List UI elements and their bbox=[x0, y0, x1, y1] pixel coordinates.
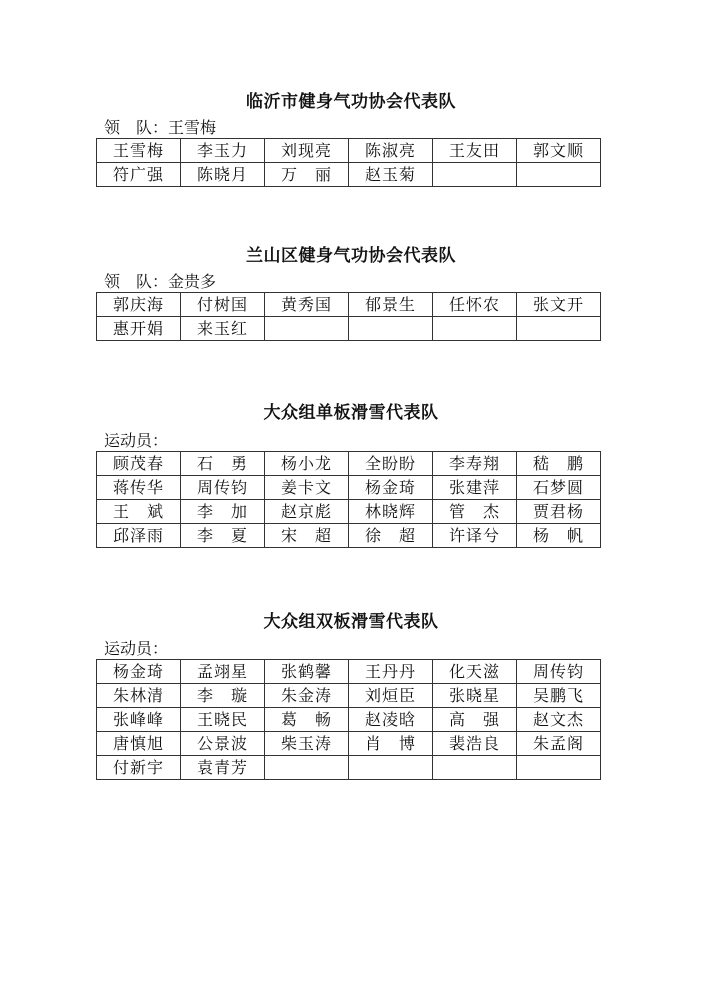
member-cell: 赵文杰 bbox=[517, 708, 601, 732]
member-table bbox=[96, 292, 601, 341]
member-cell: 徐 超 bbox=[349, 524, 433, 548]
member-cell: 陈晓月 bbox=[181, 163, 265, 187]
member-cell: 石梦圆 bbox=[517, 476, 601, 500]
leader-name: 王雪梅 bbox=[168, 118, 217, 137]
member-cell: 管 杰 bbox=[433, 500, 517, 524]
member-cell: 郭文顺 bbox=[517, 139, 601, 163]
member-cell: 姜卡文 bbox=[265, 476, 349, 500]
member-cell: 吴鹏飞 bbox=[517, 684, 601, 708]
section-title: 大众组双板滑雪代表队 bbox=[263, 612, 439, 632]
member-cell: 黄秀国 bbox=[265, 293, 349, 317]
table-row bbox=[97, 317, 601, 341]
athletes-label: 运动员： bbox=[104, 639, 169, 658]
member-cell: 顾茂春 bbox=[97, 452, 181, 476]
member-cell bbox=[433, 756, 517, 780]
member-cell: 嵇 鹏 bbox=[517, 452, 601, 476]
member-cell bbox=[517, 756, 601, 780]
member-cell: 赵凌晗 bbox=[349, 708, 433, 732]
section-title: 临沂市健身气功协会代表队 bbox=[246, 92, 456, 112]
member-cell: 朱金涛 bbox=[265, 684, 349, 708]
member-cell: 葛 畅 bbox=[265, 708, 349, 732]
member-cell bbox=[265, 317, 349, 341]
table-row bbox=[97, 708, 601, 732]
member-cell: 肖 博 bbox=[349, 732, 433, 756]
member-cell: 李 加 bbox=[181, 500, 265, 524]
member-cell: 孟翊星 bbox=[181, 660, 265, 684]
member-cell bbox=[517, 317, 601, 341]
member-cell: 公景波 bbox=[181, 732, 265, 756]
member-cell: 符广强 bbox=[97, 163, 181, 187]
table-row bbox=[97, 163, 601, 187]
member-cell: 朱林清 bbox=[97, 684, 181, 708]
member-cell: 刘烜臣 bbox=[349, 684, 433, 708]
member-cell: 王友田 bbox=[433, 139, 517, 163]
member-cell: 林晓辉 bbox=[349, 500, 433, 524]
member-table bbox=[96, 138, 601, 187]
member-cell: 周传钧 bbox=[181, 476, 265, 500]
member-cell: 赵京彪 bbox=[265, 500, 349, 524]
leader-label: 领 队： bbox=[104, 272, 169, 291]
member-cell: 赵玉菊 bbox=[349, 163, 433, 187]
team-leader-line bbox=[104, 269, 216, 292]
member-cell bbox=[349, 756, 433, 780]
member-cell: 郁景生 bbox=[349, 293, 433, 317]
member-cell: 贾君杨 bbox=[517, 500, 601, 524]
member-cell: 王雪梅 bbox=[97, 139, 181, 163]
member-cell: 张文开 bbox=[517, 293, 601, 317]
member-cell: 朱孟阁 bbox=[517, 732, 601, 756]
member-cell: 杨金琦 bbox=[349, 476, 433, 500]
table-row bbox=[97, 732, 601, 756]
table-row bbox=[97, 452, 601, 476]
member-cell bbox=[265, 756, 349, 780]
member-cell: 惠开娟 bbox=[97, 317, 181, 341]
member-cell: 化天滋 bbox=[433, 660, 517, 684]
member-cell: 王 斌 bbox=[97, 500, 181, 524]
member-cell: 付树国 bbox=[181, 293, 265, 317]
member-cell: 付新宇 bbox=[97, 756, 181, 780]
member-cell: 任怀农 bbox=[433, 293, 517, 317]
table-row bbox=[97, 500, 601, 524]
member-cell: 杨 帆 bbox=[517, 524, 601, 548]
member-cell: 张晓星 bbox=[433, 684, 517, 708]
member-cell: 唐慎旭 bbox=[97, 732, 181, 756]
member-cell: 万 丽 bbox=[265, 163, 349, 187]
section-title: 大众组单板滑雪代表队 bbox=[263, 403, 439, 423]
member-cell: 刘现亮 bbox=[265, 139, 349, 163]
leader-label: 领 队： bbox=[104, 118, 169, 137]
member-cell: 杨小龙 bbox=[265, 452, 349, 476]
member-cell: 李玉力 bbox=[181, 139, 265, 163]
member-cell: 王丹丹 bbox=[349, 660, 433, 684]
member-cell: 张峰峰 bbox=[97, 708, 181, 732]
table-row bbox=[97, 660, 601, 684]
team-leader-line bbox=[104, 115, 216, 138]
member-cell: 李 夏 bbox=[181, 524, 265, 548]
athletes-label-line bbox=[104, 428, 168, 451]
member-cell: 许译兮 bbox=[433, 524, 517, 548]
member-cell: 蒋传华 bbox=[97, 476, 181, 500]
member-cell bbox=[517, 163, 601, 187]
table-row bbox=[97, 293, 601, 317]
member-cell: 张建萍 bbox=[433, 476, 517, 500]
member-cell bbox=[433, 317, 517, 341]
member-cell: 郭庆海 bbox=[97, 293, 181, 317]
member-cell: 邱泽雨 bbox=[97, 524, 181, 548]
member-cell bbox=[433, 163, 517, 187]
member-cell: 宋 超 bbox=[265, 524, 349, 548]
table-row bbox=[97, 756, 601, 780]
member-cell: 张鹤馨 bbox=[265, 660, 349, 684]
member-cell: 王晓民 bbox=[181, 708, 265, 732]
member-cell: 全盼盼 bbox=[349, 452, 433, 476]
member-table bbox=[96, 451, 601, 548]
member-cell: 杨金琦 bbox=[97, 660, 181, 684]
table-row bbox=[97, 476, 601, 500]
member-cell: 裴浩良 bbox=[433, 732, 517, 756]
member-cell: 石 勇 bbox=[181, 452, 265, 476]
member-cell: 高 强 bbox=[433, 708, 517, 732]
table-row bbox=[97, 684, 601, 708]
member-cell: 李 璇 bbox=[181, 684, 265, 708]
member-table bbox=[96, 659, 601, 780]
leader-name: 金贵多 bbox=[168, 272, 217, 291]
table-row bbox=[97, 139, 601, 163]
member-cell: 陈淑亮 bbox=[349, 139, 433, 163]
member-cell bbox=[349, 317, 433, 341]
athletes-label-line bbox=[104, 636, 168, 659]
member-cell: 柴玉涛 bbox=[265, 732, 349, 756]
table-row bbox=[97, 524, 601, 548]
member-cell: 来玉红 bbox=[181, 317, 265, 341]
member-cell: 周传钧 bbox=[517, 660, 601, 684]
section-title: 兰山区健身气功协会代表队 bbox=[246, 246, 456, 266]
member-cell: 李寿翔 bbox=[433, 452, 517, 476]
athletes-label: 运动员： bbox=[104, 431, 169, 450]
member-cell: 袁青芳 bbox=[181, 756, 265, 780]
